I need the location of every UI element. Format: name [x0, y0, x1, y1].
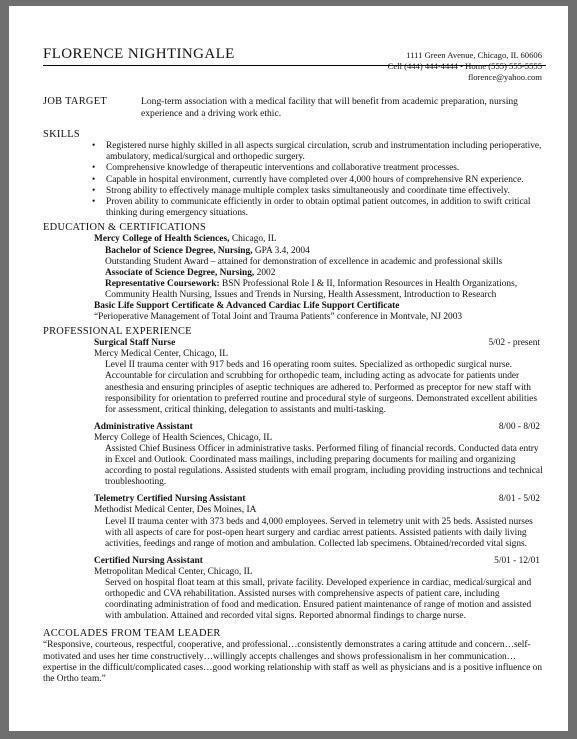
list-item: • Registered nurse highly skilled in all aspects surgical circulation, scrub and instrumentation including perioperative, ambulatory, medical/surgical and orthopedic surgery. — [106, 141, 546, 163]
job-dates: 8/01 - 5/02 — [498, 494, 540, 505]
list-item: • Proven ability to communicate efficiently in order to obtain optimal patient outcomes, in addition to swift critical thinking during emergency situations. — [106, 197, 546, 219]
job-employer: Mercy Medical Center, Chicago, IL — [94, 349, 228, 360]
list-item: • Capable in hospital environment, currently have completed over 4,000 hours of comprehensive RN experience. — [106, 175, 546, 186]
job-employer: Mercy College of Health Sciences, Chicago, IL — [94, 432, 273, 443]
job-entry — [37, 422, 546, 489]
job-description: Level II trauma center with 373 beds and 4,000 employees. Served in telemetry unit with 25 beds. Assisted nurses with all aspects of care for post-open heart surgery and cardiac arrest patients. Assisted patients with daily living activities, feedings and range of motion and ambulation. Collected lab specimens. Obtained/recorded vital signs. — [105, 516, 533, 549]
associate-year: 2002 — [254, 267, 276, 278]
school-location: Chicago, IL — [229, 234, 277, 245]
job-title: Surgical Staff Nurse — [94, 338, 176, 349]
email: florence@yahoo.com — [467, 71, 542, 82]
job-employer: Metropolitan Medical Center, Chicago, IL — [94, 566, 253, 577]
coursework-line — [94, 279, 546, 301]
bachelor-degree: Bachelor of Science Degree, Nursing, — [105, 245, 253, 256]
contact-info — [388, 50, 542, 82]
job-dates: 5/01 - 12/01 — [494, 555, 540, 566]
phone-numbers: Cell (444) 444-4444 • Home (555) 555-5555 — [387, 60, 542, 71]
accolades-heading: ACCOLADES FROM TEAM LEADER — [43, 628, 221, 640]
job-title: Telemetry Certified Nursing Assistant — [94, 494, 246, 505]
job-description: Level II trauma center with 917 beds and 16 operating room suites. Specialized as orthopedic surgical nurse. Accountable for circulation and scrubbing for orthopedic team, including acting as advocate for patients under anesthesia and ensuring principles of aseptic techniques are adhered to. Performed as preceptor for new staff with responsibility for orientation to preferred routine and procedural style of surgeons. Demonstrated excellent abilities for assessment, critical thinking, delegation to assistants and multi-tasking. — [105, 360, 537, 415]
skills-list — [37, 141, 546, 219]
job-dates: 8/00 - 8/02 — [498, 421, 540, 432]
job-entry — [37, 556, 546, 623]
education-heading: EDUCATION & CERTIFICATIONS — [43, 222, 207, 234]
conference-line: “Perioperative Management of Total Joint and Trauma Patients” conference in Montvale, NJ 2003 — [94, 312, 463, 323]
bachelor-detail: GPA 3.4, 2004 — [252, 245, 310, 256]
job-target-text: Long-term association with a medical facility that will benefit from academic preparation, nursing experience and a driving work ethic. — [141, 96, 518, 119]
address: 1111 Green Avenue, Chicago, IL 60606 — [406, 50, 542, 60]
job-title: Certified Nursing Assistant — [94, 555, 203, 566]
coursework-text: BSN Professional Role I & II, Information Resources in Health Organizations, Community Health Nursing, Issues and Trends in Nursing, Health Assessment, Introduction to Research — [105, 278, 518, 300]
degree-line — [94, 246, 546, 257]
accolades-text: “Responsive, courteous, respectful, cooperative, and professional…consistently demonstrates a caring attitude and concern…self-motivated and uses her time constructively…willingly accepts challenges and shows professionalism in her communication…expertise in the difficult/complicated cases…good working relationship with staff as well as physicians and is a positive influence on the Ortho team.” — [43, 640, 543, 684]
education-section — [37, 234, 546, 323]
experience-heading: PROFESSIONAL EXPERIENCE — [43, 326, 192, 338]
associate-degree: Associate of Science Degree, Nursing, — [105, 267, 255, 278]
resume-header — [37, 6, 546, 96]
job-description: Assisted Chief Business Officer in administrative tasks. Performed filing of financial records. Conducted data entry in Excel and Outlook. Coordinated mass mailings, including preparing documents for mailing and organizing according to postal regulations. Assisted students with email program, including providing instructions and technical troubleshooting. — [105, 444, 543, 488]
job-description: Served on hospital float team at this small, private facility. Developed experience in cardiac, medical/surgical and orthopedic and CVA rehabilitation. Assisted nurses with comprehensive aspects of patient care, including coordinating administration of food and medication. Ensured patient maintenance of range of motion and assisted with ambulation. Attained and recorded vital signs. Reported abnormal findings to charge nurse. — [105, 578, 532, 622]
candidate-name: FLORENCE NIGHTINGALE — [43, 46, 235, 62]
job-entry — [37, 338, 546, 416]
award-line: Outstanding Student Award – attained for demonstration of excellence in academic and professional skills — [105, 256, 503, 267]
job-title: Administrative Assistant — [94, 421, 193, 432]
list-item: • Strong ability to effectively manage multiple complex tasks simultaneously and coordinate time effectively. — [106, 186, 546, 197]
degree-line — [94, 268, 546, 279]
header-divider — [43, 65, 546, 66]
certification-line: Basic Life Support Certificate & Advanced Cardiac Life Support Certificate — [94, 300, 400, 311]
school-line — [94, 234, 546, 245]
coursework-label: Representative Coursework: — [105, 278, 220, 289]
school-name: Mercy College of Health Sciences, — [94, 234, 230, 245]
job-employer: Methodist Medical Center, Des Moines, IA — [94, 505, 257, 516]
job-target-heading: JOB TARGET — [43, 96, 108, 107]
job-dates: 5/02 - present — [488, 338, 540, 349]
job-entry — [37, 494, 546, 549]
skills-heading: SKILLS — [43, 129, 81, 140]
resume-page — [9, 6, 568, 731]
list-item: • Comprehensive knowledge of therapeutic interventions and collaborative treatment processes. — [106, 163, 546, 174]
job-target-section — [37, 96, 546, 119]
